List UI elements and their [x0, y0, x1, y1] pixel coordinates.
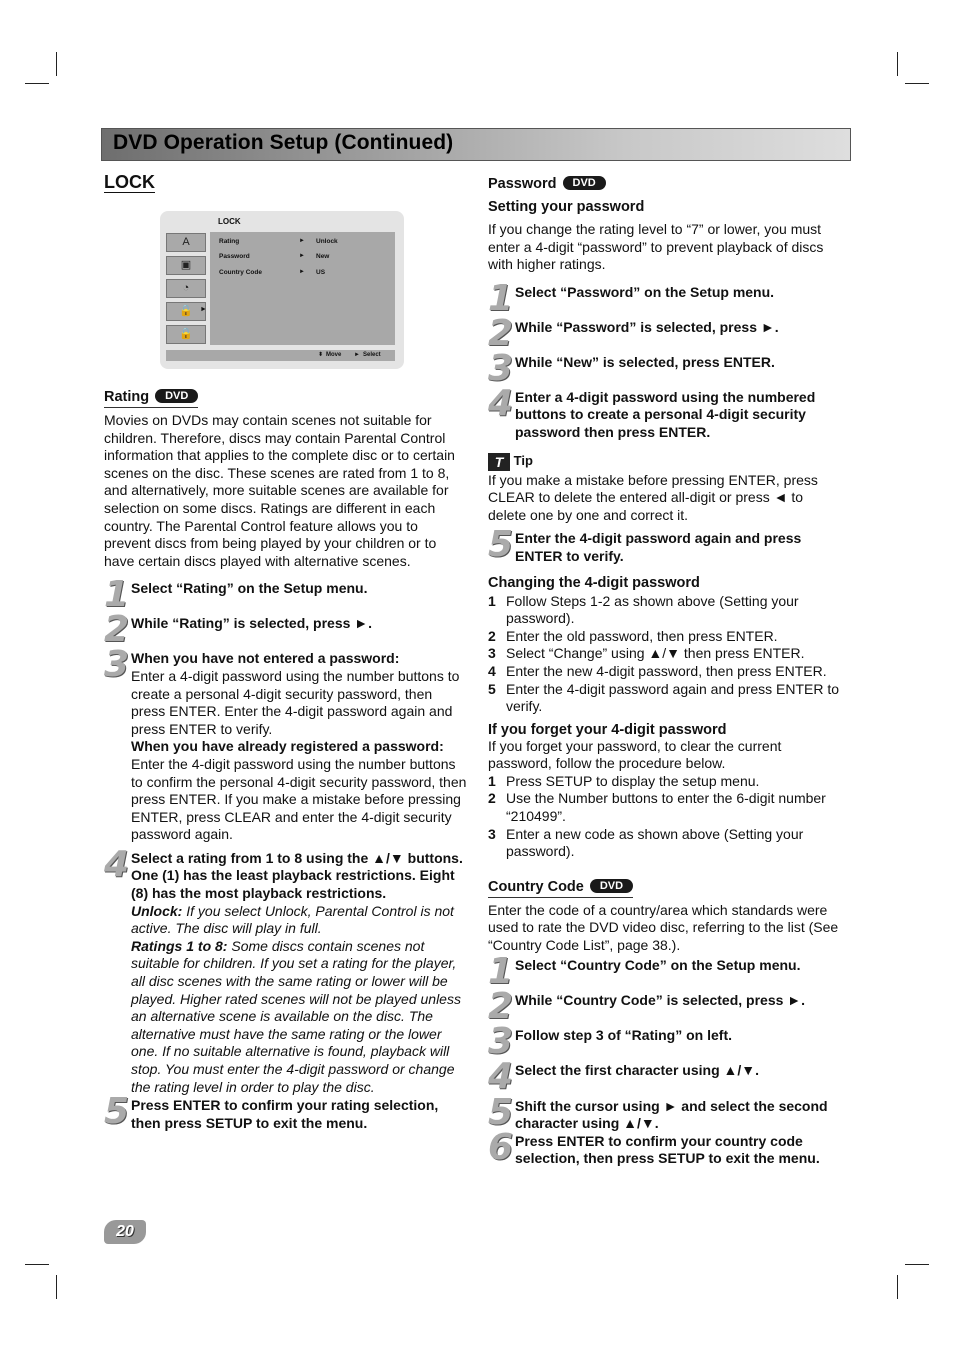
menu-row-password: Password: [219, 253, 250, 260]
country-intro: Enter the code of a country/area which standards were used to rate the DVD video disc, referring to the list (See “Country Code List”, page 38.).: [488, 901, 839, 954]
country-code-heading: [488, 878, 844, 898]
step-text: While “Rating” is selected, press ►.: [131, 615, 373, 632]
rating-step-2: [104, 609, 468, 651]
changing-password-list: [488, 593, 844, 716]
step-text: While “Country Code” is selected, press ►.: [515, 991, 806, 1008]
others-icon: 🔒: [166, 325, 206, 344]
crop-mark: [905, 1264, 929, 1265]
step-number: 2: [488, 312, 514, 354]
setting-password-heading: Setting your password: [488, 199, 645, 215]
step-number: 5: [104, 1091, 130, 1133]
page-number: 20: [104, 1220, 146, 1244]
step-number: 2: [104, 609, 130, 651]
rating-title: Rating: [104, 389, 150, 405]
forget-intro: If you forget your password, to clear the current password, follow the procedure below.: [488, 737, 782, 772]
rating-step-5: [104, 1091, 468, 1133]
list-item: 5 Enter the 4-digit password again and press ENTER to verify.: [488, 680, 840, 715]
list-item: 1 Press SETUP to display the setup menu.: [488, 772, 760, 789]
rating-step-1: [104, 574, 468, 616]
password-step-5: [488, 524, 844, 566]
dvd-badge: DVD: [563, 176, 606, 190]
country-step-2: [488, 985, 844, 1027]
page-title: DVD Operation Setup (Continued): [113, 131, 454, 154]
password-title: Password: [488, 176, 557, 192]
step-number: 5: [488, 524, 514, 566]
dvd-badge: DVD: [590, 879, 633, 893]
step-text: Enter a 4-digit password using the number buttons to create a personal 4-digit security password, then press ENTER. Enter the 4-digit password again and press ENTER to verify.: [131, 667, 460, 737]
step-number: 3: [488, 1020, 514, 1062]
crop-mark: [25, 1264, 49, 1265]
crop-mark: [897, 1275, 898, 1299]
country-step-3: [488, 1020, 844, 1062]
step-number: 2: [488, 985, 514, 1027]
password-heading: [488, 175, 844, 194]
step-text: While “Password” is selected, press ►.: [515, 318, 779, 335]
hint-select: Select: [363, 352, 381, 358]
rating-step-3: [104, 644, 468, 844]
arrow-right-icon: ►: [299, 253, 305, 259]
arrow-right-icon: ►: [354, 352, 360, 358]
password-step-1: [488, 277, 844, 319]
step-text: Enter the 4-digit password using the number buttons to confirm the personal 4-digit security password, then press ENTER. If you make a mistake before pressing ENTER, press CLEAR and enter the 4-digit security password again.: [131, 755, 467, 843]
country-code-title: Country Code: [488, 878, 584, 895]
list-item: 1 Follow Steps 1-2 as shown above (Setting your password).: [488, 592, 799, 627]
menu-row-rating: Rating: [219, 238, 240, 245]
password-intro: If you change the rating level to “7” or lower, you must enter a 4-digit “password” to prevent playback of discs with higher ratings.: [488, 221, 824, 273]
menu-value-country-code: US: [316, 269, 326, 276]
tip-text: If you make a mistake before pressing ENTER, press CLEAR to delete the entered all-digit or press ◄ to delete one by one and correct it.: [488, 471, 818, 523]
menu-value-password: New: [316, 253, 330, 260]
changing-password-heading: Changing the 4-digit password: [488, 574, 700, 591]
country-step-6: [488, 1126, 844, 1168]
step-text: Press ENTER to confirm your country code selection, then press SETUP to exit the menu.: [515, 1132, 820, 1167]
step-text: Select “Rating” on the Setup menu.: [131, 580, 368, 597]
password-step-3: [488, 347, 844, 389]
step-text: Select “Password” on the Setup menu.: [515, 283, 775, 300]
list-item: 2 Enter the old password, then press ENTER.: [488, 627, 778, 644]
lock-heading: LOCK: [104, 172, 155, 192]
step-text: Select the first character using ▲/▼.: [515, 1061, 760, 1078]
forget-password-list: [488, 773, 844, 861]
list-item: 2 Use the Number buttons to enter the 6-digit number “210499”.: [488, 790, 826, 825]
step-text: Select a rating from 1 to 8 using the ▲/▼ buttons. One (1) has the least playback restrictions. Eight (8) has the most playback restrictions.: [131, 849, 463, 902]
country-step-1: [488, 950, 844, 992]
step-text: Shift the cursor using ► and select the second character using ▲/▼.: [515, 1097, 828, 1132]
step-text: If you select Unlock, Parental Control is not active. The disc will play in full.: [131, 902, 454, 937]
crop-mark: [56, 1275, 57, 1299]
step-number: 4: [104, 843, 130, 885]
rating-step-4: [104, 843, 468, 1096]
step-number: 3: [488, 347, 514, 389]
crop-mark: [897, 52, 898, 76]
updown-icon: ⬍: [318, 352, 324, 358]
menu-panel: [210, 232, 395, 345]
step-subheading: When you have not entered a password:: [131, 650, 400, 667]
selected-arrow-icon: ►: [200, 306, 207, 313]
forget-password-heading: If you forget your 4-digit password: [488, 721, 727, 738]
left-column: [104, 172, 468, 1132]
arrow-right-icon: ►: [299, 269, 305, 275]
display-icon: ▣: [166, 256, 206, 275]
right-column: [488, 175, 844, 1168]
step-number: 6: [488, 1126, 514, 1168]
menu-title: LOCK: [218, 217, 241, 226]
step-text: Select “Country Code” on the Setup menu.: [515, 956, 801, 973]
step-number: 1: [488, 950, 514, 992]
menu-value-rating: Unlock: [316, 238, 338, 245]
crop-mark: [25, 83, 49, 84]
step-subheading: Ratings 1 to 8:: [131, 937, 228, 954]
step-number: 1: [104, 574, 130, 616]
menu-row-country-code: Country Code: [219, 269, 262, 276]
step-text: Press ENTER to confirm your rating selection, then press SETUP to exit the menu.: [131, 1097, 439, 1131]
page-header: [101, 128, 851, 161]
step-text: Enter a 4-digit password using the numbered buttons to create a personal 4-digit security password then press ENTER.: [515, 388, 816, 440]
crop-mark: [905, 83, 929, 84]
rating-intro: Movies on DVDs may contain scenes not suitable for children. Therefore, discs may contain Parental Control information that applies to the complete disc or to certain scenes on the disc. These scenes are rated from 1 to 8, and alternatively, more suitable scenes are available for selection on some discs. Ratings are different in each country. The Parental Control feature allows you to prevent discs from being played by your children or to have certain discs played with alternative scenes.: [104, 412, 455, 569]
country-step-5: [488, 1091, 844, 1133]
step-text: Some discs contain scenes not suitable for children. If you set a rating for the player, all disc scenes with the same rating or lower will be played. Higher rated scenes will not be played unless an alternative scene is available on the disc. The alternative must have the same rating or the lower one. If no suitable alternative is found, playback will stop. You must enter the 4-digit password or change the rating level in order to play the disc.: [131, 937, 461, 1095]
menu-hint-bar: [166, 350, 395, 361]
step-number: 1: [488, 277, 514, 319]
password-step-2: [488, 312, 844, 354]
password-step-4: [488, 382, 844, 442]
tip-heading: [488, 453, 844, 471]
step-number: 3: [104, 644, 130, 686]
list-item: 4 Enter the new 4-digit password, then press ENTER.: [488, 662, 827, 679]
arrow-right-icon: ►: [299, 238, 305, 244]
step-subheading: Unlock:: [131, 902, 183, 919]
dvd-badge: DVD: [155, 389, 198, 403]
tip-icon: T: [488, 453, 510, 471]
list-item: 3 Enter a new code as shown above (Setting your password).: [488, 825, 804, 860]
step-text: Follow step 3 of “Rating” on left.: [515, 1026, 732, 1043]
lock-menu-screenshot: [160, 211, 404, 369]
list-item: 3 Select “Change” using ▲/▼ then press ENTER.: [488, 645, 805, 662]
rating-heading: [104, 388, 468, 408]
step-subheading: When you have already registered a password:: [131, 738, 444, 755]
step-number: 4: [488, 1055, 514, 1097]
step-number: 5: [488, 1091, 514, 1133]
language-icon: A: [166, 233, 206, 252]
crop-mark: [56, 52, 57, 76]
hint-move: Move: [326, 352, 342, 358]
audio-icon: ◔: [166, 279, 206, 298]
step-text: Enter the 4-digit password again and press ENTER to verify.: [515, 530, 802, 564]
lock-icon: 🔒: [166, 302, 206, 321]
step-number: 4: [488, 382, 514, 424]
country-step-4: [488, 1055, 844, 1098]
step-text: While “New” is selected, press ENTER.: [515, 353, 775, 370]
tip-label: Tip: [513, 452, 533, 468]
